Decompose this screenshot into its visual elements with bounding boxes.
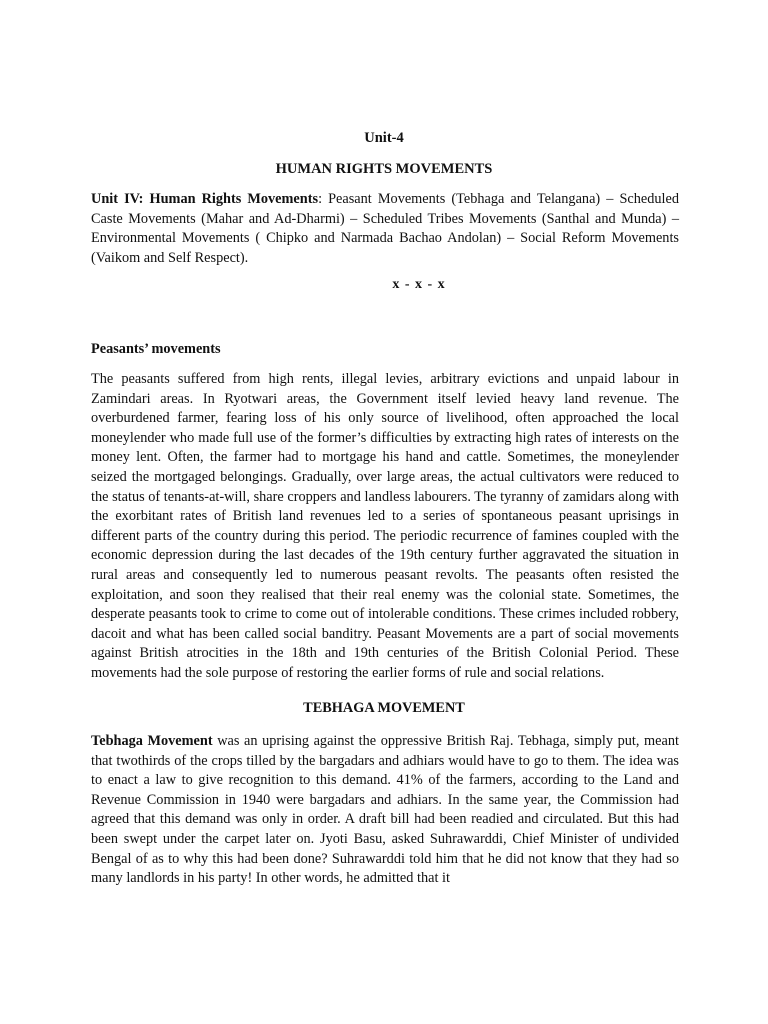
unit-label: Unit-4: [364, 130, 404, 146]
tebhaga-text: was an uprising against the oppressive British Raj. Tebhaga, simply put, meant that twothirds of the crops tilled by the bargadars and adhiars would have to go to them. The idea was to enact a law to give recognition to this demand. 41% of the farmers, according to the Land and Revenue Commission in 1940 were bargadars and adhiars. In the same year, the Commission had agreed that this demand was only in order. A draft bill had been readied and circulated. But this had been swept under the carpet later on. Jyoti Basu, asked Suhrawarddi, Chief Minister of undivided Bengal of as to why this had been done? Suhrawarddi told him that he did not know that they had so many landlords in his party! In other words, he admitted that it: [91, 733, 679, 887]
section-separator: x - x - x: [392, 277, 446, 292]
peasants-paragraph: The peasants suffered from high rents, illegal levies, arbitrary evictions and unpaid labour in Zamindari areas. In Ryotwari areas, the Government itself levied heavy land revenue. The overburdened farmer, fearing loss of his only source of livelihood, often approached the local moneylender who made full use of the former’s difficulties by extracting high rates of interests on the money lent. Often, the farmer had to mortgage his hand and cattle. Sometimes, the moneylender seized the mortgaged belongings. Gradually, over large areas, the actual cultivators were reduced to the status of tenants-at-will, share croppers and landless labourers. The tyranny of zamidars along with the exorbitant rates of British land revenues led to a series of spontaneous peasant uprisings in different parts of the country during this period. The periodic recurrence of famines coupled with the economic depression during the last decades of the 19th century further aggravated the situation in rural areas and consequently led to numerous peasant revolts. The peasants often resisted the exploitation, and soon they realised that their real enemy was the colonial state. Sometimes, the desperate peasants took to crime to come out of intolerable conditions. These crimes included robbery, dacoit and what has been called social banditry. Peasant Movements are a part of social movements against British atrocities in the 18th and 19th centuries of the British Colonial Period. These movements had the sole purpose of restoring the earlier forms of rule and social relations.: [91, 371, 679, 681]
unit-intro-lead: Unit IV: Human Rights Movements: [91, 191, 319, 207]
tebhaga-heading: TEBHAGA MOVEMENT: [303, 700, 465, 716]
peasants-heading: Peasants’ movements: [91, 341, 221, 357]
unit-intro-text: : Peasant Movements (Tebhaga and Telangana) – Scheduled Caste Movements (Mahar and Ad-Dharmi) – Scheduled Tribes Movements (Santhal and Munda) – Environmental Movements ( Chipko and Narmada Bachao Andolan) – Social Reform Movements (Vaikom and Self Respect).: [91, 191, 679, 266]
unit-intro-paragraph: [91, 190, 679, 268]
unit-title: HUMAN RIGHTS MOVEMENTS: [275, 161, 493, 177]
tebhaga-paragraph: [91, 732, 679, 889]
tebhaga-lead: Tebhaga Movement: [91, 733, 213, 749]
